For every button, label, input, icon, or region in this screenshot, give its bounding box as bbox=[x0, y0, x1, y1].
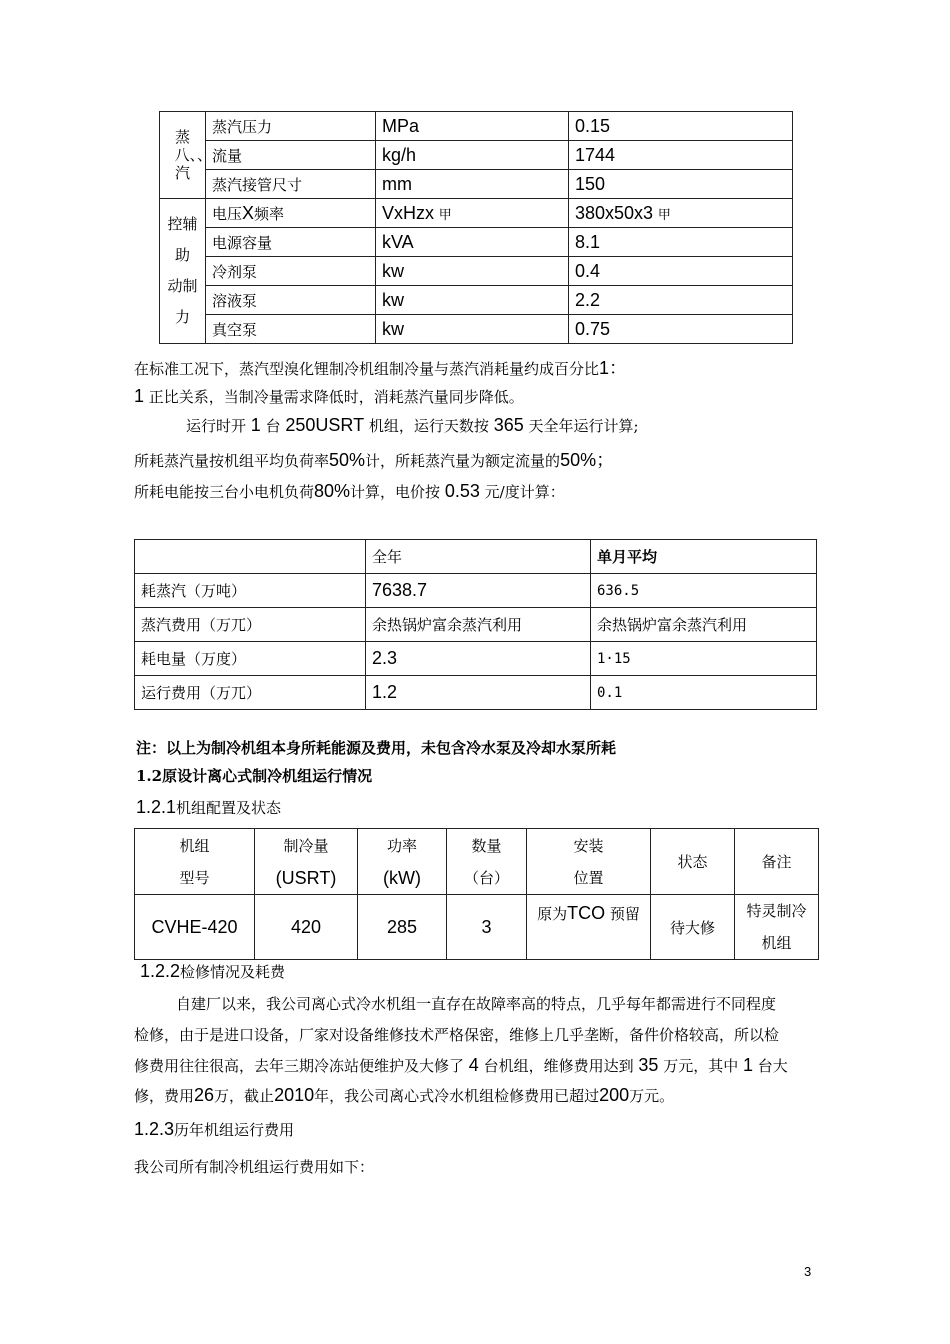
unit-spec-table bbox=[159, 111, 793, 344]
spec-name: 真空泵 bbox=[206, 315, 376, 344]
page-number: 3 bbox=[804, 1264, 812, 1279]
text: 台大 bbox=[757, 1057, 788, 1075]
spec-name: 流量 bbox=[206, 141, 376, 170]
spec-name-part: X bbox=[242, 202, 255, 223]
text: 4 bbox=[468, 1055, 479, 1075]
text: 1 bbox=[134, 386, 145, 406]
table-header: 单月平均 bbox=[591, 540, 817, 574]
text: 200 bbox=[599, 1085, 630, 1105]
spec-name bbox=[206, 199, 376, 228]
spec-name-part: 频率 bbox=[254, 204, 285, 223]
spec-unit-part: 甲 bbox=[438, 207, 452, 223]
spec-value: 1744 bbox=[569, 141, 793, 170]
text: 台机组，维修费用达到 bbox=[483, 1057, 634, 1075]
text: 50%； bbox=[560, 450, 615, 470]
spec-name: 电源容量 bbox=[206, 228, 376, 257]
spec-unit: kw bbox=[376, 286, 569, 315]
section-num: 1.2.2 bbox=[140, 961, 181, 981]
spec-value: 8.1 bbox=[569, 228, 793, 257]
text: 50% bbox=[329, 450, 366, 470]
cell-year: 7638.7 bbox=[366, 574, 591, 608]
cell-month: 636.5 bbox=[591, 574, 817, 608]
header-text: 制冷量 bbox=[283, 836, 329, 855]
spec-value: 0.4 bbox=[569, 257, 793, 286]
header-qty bbox=[447, 829, 527, 895]
header-power bbox=[358, 829, 447, 895]
spec-unit-part: VxHzx bbox=[382, 202, 435, 223]
text: 年，我公司离心式冷水机组检修费用已超过 bbox=[314, 1087, 600, 1105]
section-title: 检修情况及耗费 bbox=[180, 963, 286, 981]
spec-unit: kg/h bbox=[376, 141, 569, 170]
header-remark: 备注 bbox=[735, 829, 819, 895]
text: 修费用往往很高，去年三期冷冻站便维护及大修了 bbox=[134, 1057, 465, 1075]
body-line bbox=[134, 1085, 674, 1106]
spec-value: 2.2 bbox=[569, 286, 793, 315]
text: 1 bbox=[250, 415, 261, 435]
cell-month: 0.1 bbox=[591, 676, 817, 710]
spec-value: 150 bbox=[569, 170, 793, 199]
cell-text: 特灵制冷 bbox=[746, 902, 807, 920]
text: 1： bbox=[599, 358, 628, 378]
cell-location bbox=[527, 895, 651, 960]
spec-value: 0.75 bbox=[569, 315, 793, 344]
body-line: 自建厂以来，我公司离心式冷水机组一直存在故障率高的特点，几乎每年都需进行不同程度 bbox=[176, 995, 777, 1013]
header-text: 型号 bbox=[179, 868, 210, 887]
spec-unit: MPa bbox=[376, 112, 569, 141]
cell-power: 285 bbox=[358, 895, 447, 960]
text: 250USRT bbox=[285, 415, 365, 435]
cell-status: 待大修 bbox=[651, 895, 735, 960]
text: 万元，其中 bbox=[663, 1057, 739, 1075]
spec-unit: kw bbox=[376, 257, 569, 286]
table-header bbox=[135, 540, 366, 574]
text: 365 bbox=[493, 415, 524, 435]
spec-unit: mm bbox=[376, 170, 569, 199]
text: 26 bbox=[194, 1085, 215, 1105]
row-label: 蒸汽费用（万兀） bbox=[135, 608, 366, 642]
section-heading bbox=[136, 797, 281, 818]
spec-name: 蒸汽接管尺寸 bbox=[206, 170, 376, 199]
unit-config-table bbox=[134, 828, 819, 960]
text: 1 bbox=[743, 1055, 754, 1075]
cell-text: 预留 bbox=[609, 905, 640, 923]
cell-model: CVHE-420 bbox=[135, 895, 255, 960]
cell-text: 原为 bbox=[537, 905, 568, 923]
steam-group-text: 蒸八、、汽 bbox=[174, 128, 213, 182]
table-header: 全年 bbox=[366, 540, 591, 574]
header-text: 功率 bbox=[386, 836, 417, 855]
spec-value: 0.15 bbox=[569, 112, 793, 141]
text: 天全年运行计算; bbox=[528, 417, 639, 435]
spec-value-part: 甲 bbox=[657, 207, 671, 223]
cell-remark bbox=[735, 895, 819, 960]
cell-month: 1·15 bbox=[591, 642, 817, 676]
cell-year: 2.3 bbox=[366, 642, 591, 676]
body-line: 检修，由于是进口设备，厂家对设备维修技术严格保密，维修上几乎垄断，备件价格较高，所以检 bbox=[134, 1026, 780, 1044]
text: 35 bbox=[638, 1055, 659, 1075]
paragraph-line bbox=[134, 450, 614, 471]
section-title: 历年机组运行费用 bbox=[174, 1121, 295, 1139]
spec-unit: kVA bbox=[376, 228, 569, 257]
spec-value-part: 380x50x3 bbox=[575, 202, 654, 223]
header-text: (USRT) bbox=[275, 867, 337, 888]
body-line: 我公司所有制冷机组运行费用如下： bbox=[134, 1158, 375, 1176]
text: 台 bbox=[265, 417, 281, 435]
text: 计，所耗蒸汽量为额定流量的 bbox=[365, 452, 561, 470]
text: 所耗电能按三台小电机负荷 bbox=[134, 483, 315, 501]
header-text: （台） bbox=[463, 868, 509, 887]
spec-name-part: 电压 bbox=[212, 204, 243, 223]
text: 修，费用 bbox=[134, 1087, 195, 1105]
spec-unit: kw bbox=[376, 315, 569, 344]
cell-text: 机组 bbox=[761, 934, 792, 952]
row-label: 耗电量（万度） bbox=[135, 642, 366, 676]
text: 2010 bbox=[274, 1085, 315, 1105]
steam-group-label bbox=[160, 112, 213, 199]
section-num: 1.2.1 bbox=[136, 797, 177, 817]
paragraph-line bbox=[134, 481, 565, 502]
paragraph-line bbox=[134, 358, 627, 379]
header-model bbox=[135, 829, 255, 895]
header-text: (kW) bbox=[383, 867, 421, 888]
aux-group-text: 控辅 助 动制 力 bbox=[167, 215, 198, 326]
header-status: 状态 bbox=[651, 829, 735, 895]
header-text: 位置 bbox=[573, 868, 604, 887]
text: 万元。 bbox=[629, 1087, 675, 1105]
cell-text: TCO bbox=[567, 903, 606, 923]
cell-year: 余热锅炉富余蒸汽利用 bbox=[366, 608, 591, 642]
section-heading: 1.2原设计离心式制冷机组运行情况 bbox=[136, 767, 373, 785]
text: 计算，电价按 bbox=[350, 483, 441, 501]
header-text: 机组 bbox=[179, 836, 210, 855]
section-num: 1.2.3 bbox=[134, 1119, 175, 1139]
header-capacity bbox=[255, 829, 358, 895]
text: 机组，运行天数按 bbox=[368, 417, 489, 435]
header-text: 安装 bbox=[573, 836, 604, 855]
spec-name: 冷剂泵 bbox=[206, 257, 376, 286]
spec-value bbox=[569, 199, 793, 228]
cell-month: 余热锅炉富余蒸汽利用 bbox=[591, 608, 817, 642]
aux-power-group-label bbox=[160, 199, 206, 344]
body-line bbox=[134, 1055, 788, 1076]
cell-year: 1.2 bbox=[366, 676, 591, 710]
cell-qty: 3 bbox=[447, 895, 527, 960]
text: 运行时开 bbox=[186, 417, 247, 435]
section-heading bbox=[140, 961, 285, 982]
header-location bbox=[527, 829, 651, 895]
spec-name: 蒸汽压力 bbox=[206, 112, 376, 141]
header-text: 数量 bbox=[471, 836, 502, 855]
note: 注：以上为制冷机组本身所耗能源及费用，未包含冷水泵及冷却水泵所耗 bbox=[136, 739, 617, 757]
spec-name: 溶液泵 bbox=[206, 286, 376, 315]
cell-capacity: 420 bbox=[255, 895, 358, 960]
spec-unit bbox=[376, 199, 569, 228]
text: 在标准工况下，蒸汽型溴化锂制冷机组制冷量与蒸汽消耗量约成百分比 bbox=[134, 360, 600, 378]
paragraph-line bbox=[134, 386, 524, 407]
text: 正比关系，当制冷量需求降低时，消耗蒸汽量同步降低。 bbox=[148, 388, 524, 406]
paragraph-line bbox=[186, 415, 639, 436]
text: 0.53 bbox=[444, 481, 480, 501]
text: 所耗蒸汽量按机组平均负荷率 bbox=[134, 452, 330, 470]
section-title: 机组配置及状态 bbox=[176, 799, 282, 817]
operating-cost-table bbox=[134, 539, 817, 710]
text: 80% bbox=[314, 481, 351, 501]
text: 元/度计算： bbox=[484, 483, 565, 501]
text: 万，截止 bbox=[214, 1087, 275, 1105]
row-label: 耗蒸汽（万吨） bbox=[135, 574, 366, 608]
row-label: 运行费用（万兀） bbox=[135, 676, 366, 710]
section-heading bbox=[134, 1119, 294, 1140]
